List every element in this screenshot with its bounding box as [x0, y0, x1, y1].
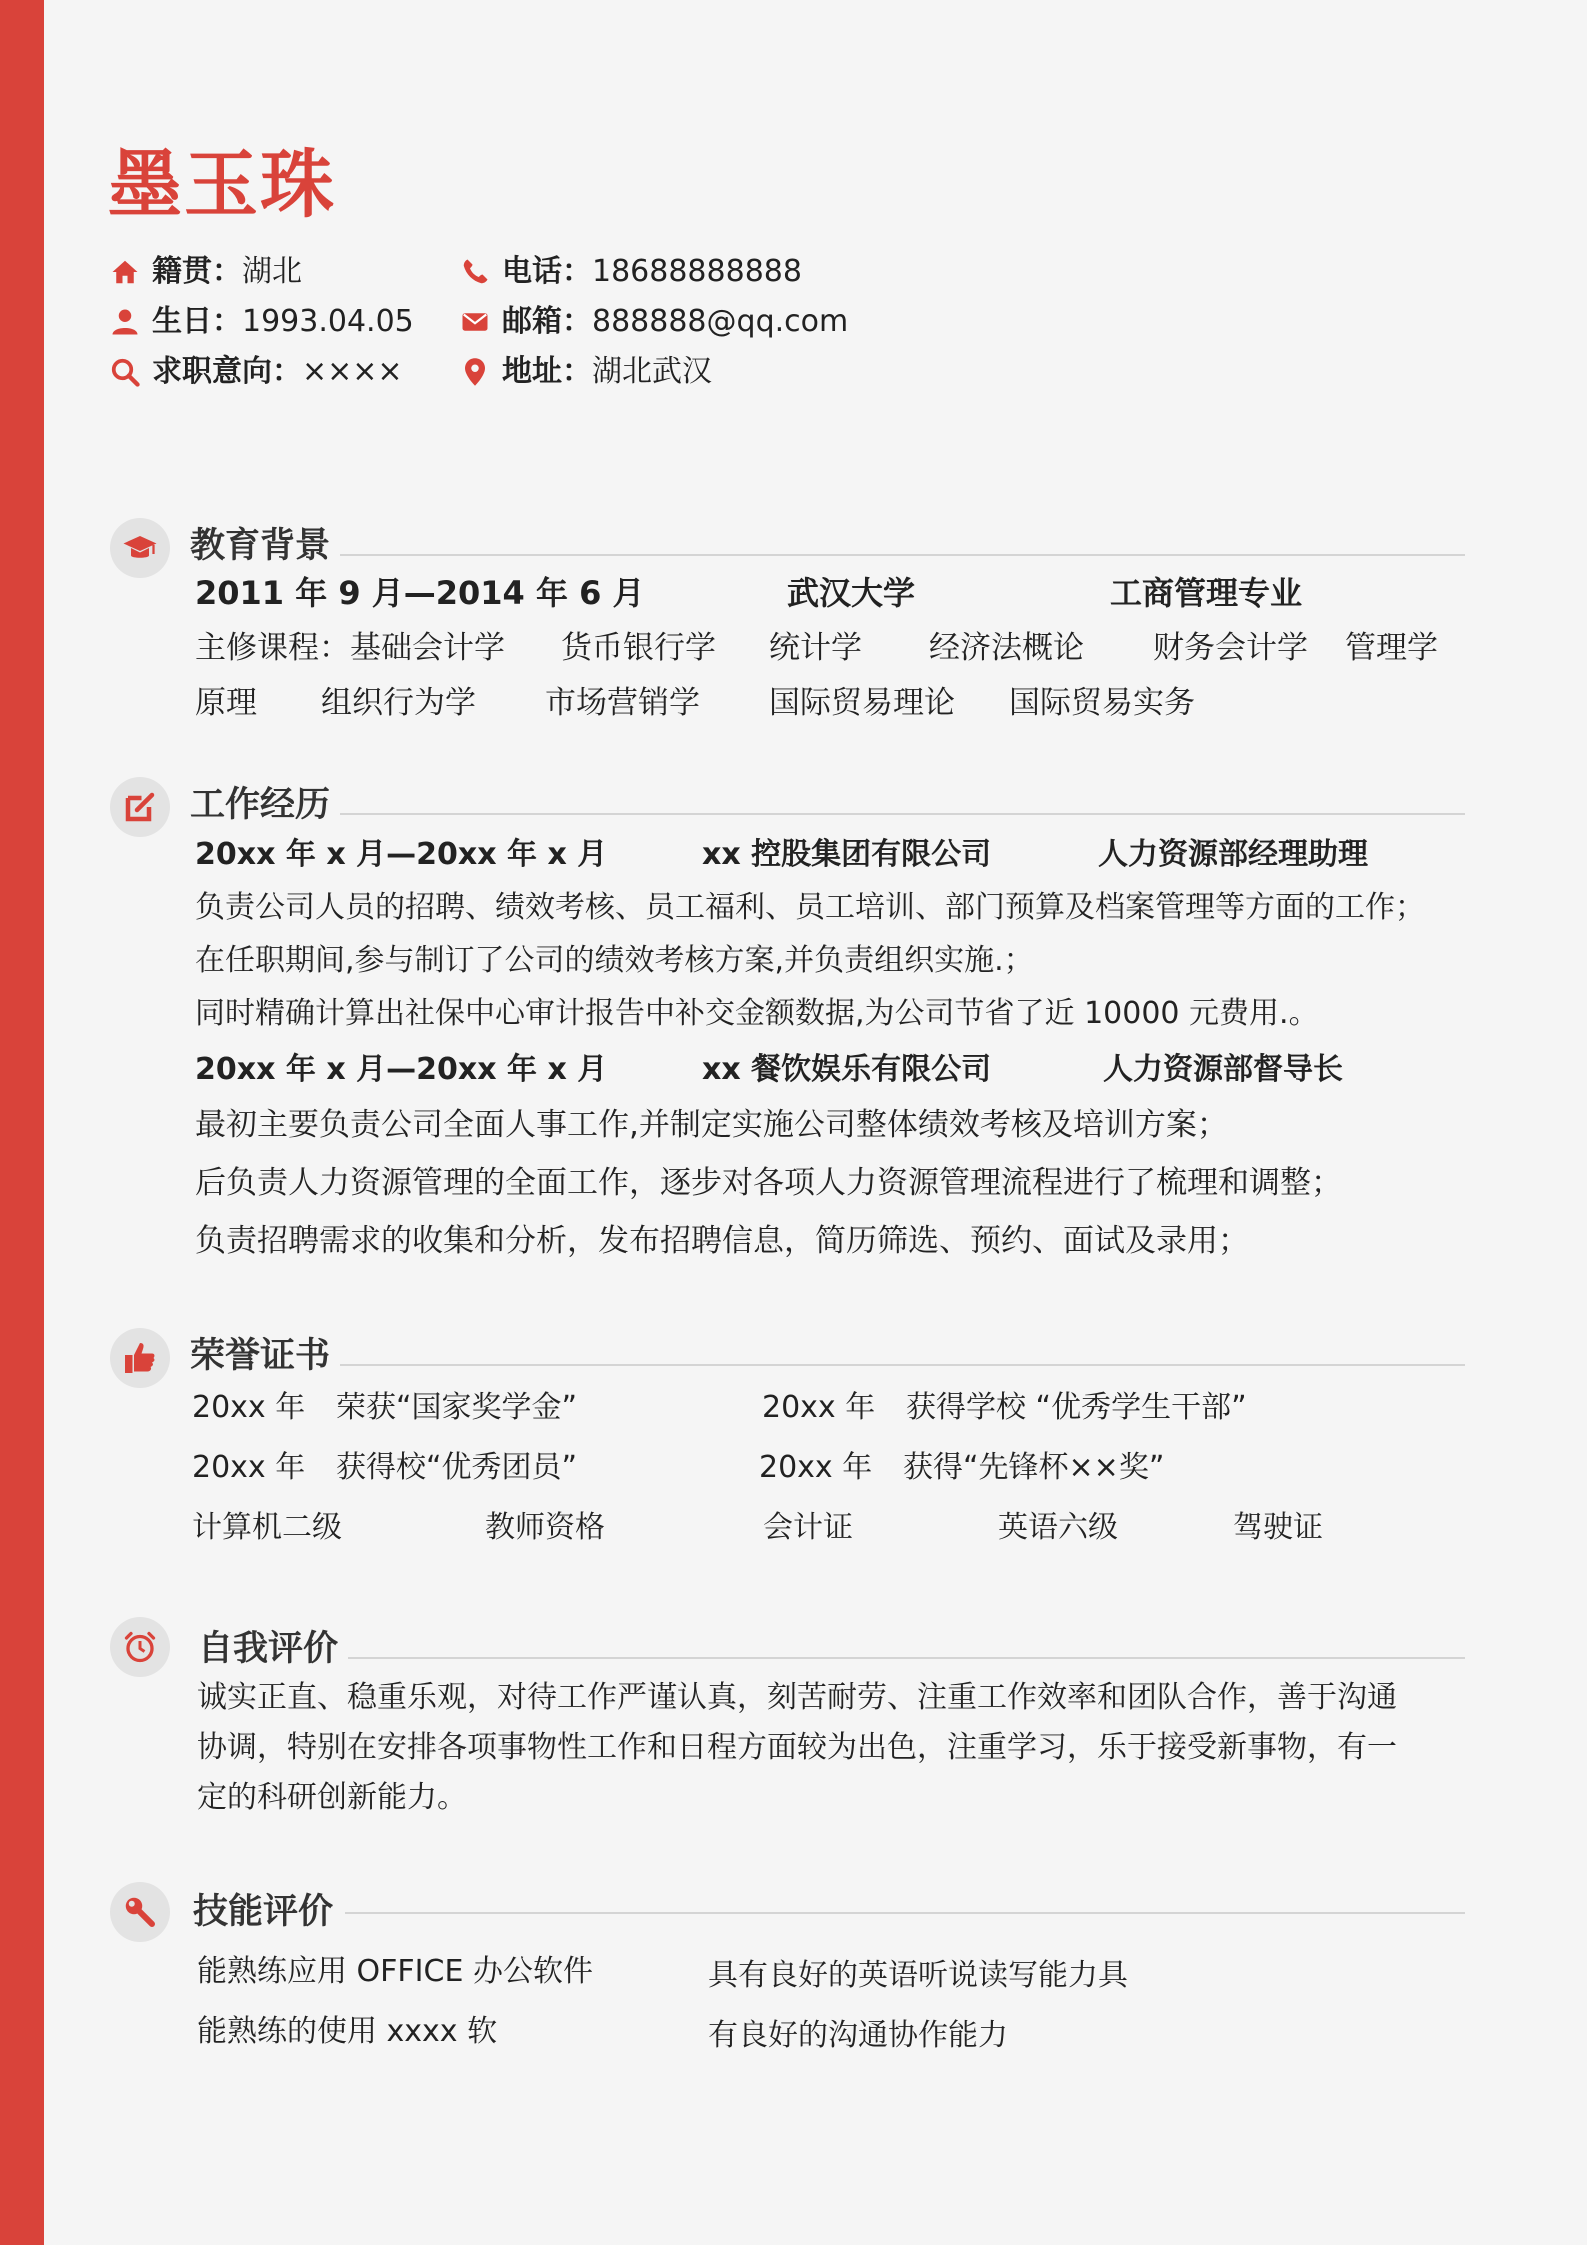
- course-item: 国际贸易实务: [1009, 685, 1195, 721]
- info-objective: [108, 352, 403, 392]
- skill-item: 具有良好的英语听说读写能力具: [708, 1958, 1128, 1993]
- section-divider: [340, 813, 1465, 815]
- skills-title: 技能评价: [193, 1892, 334, 1932]
- course-item: 国际贸易理论: [769, 685, 955, 721]
- skill-item: 有良好的沟通协作能力: [708, 2018, 1008, 2053]
- award-year: 20xx 年: [192, 1450, 306, 1485]
- job-position: 人力资源部经理助理: [1098, 837, 1368, 872]
- course-item: 管理学: [1345, 630, 1438, 666]
- job-position: 人力资源部督导长: [1103, 1052, 1343, 1087]
- skills-section-header: [110, 1882, 1465, 1944]
- certificate-item: 会计证: [763, 1510, 853, 1545]
- job-duty-line: 后负责人力资源管理的全面工作，逐步对各项人力资源管理流程进行了梳理和调整；: [195, 1165, 1342, 1201]
- self-eval-title: 自我评价: [198, 1629, 339, 1669]
- self-eval-line: 协调，特别在安排各项事物性工作和日程方面较为出色，注重学习，乐于接受新事物，有一: [197, 1730, 1397, 1765]
- job-duty-line: 在任职期间,参与制订了公司的绩效考核方案,并负责组织实施.；: [195, 943, 1034, 978]
- course-item: 主修课程：基础会计学: [195, 630, 505, 666]
- certificate-item: 教师资格: [485, 1510, 605, 1545]
- education-section-header: [110, 518, 1465, 580]
- course-item: 组织行为学: [321, 685, 476, 721]
- certificate-item: 计算机二级: [192, 1510, 342, 1545]
- info-phone: [458, 252, 802, 292]
- award-year: 20xx 年: [192, 1390, 306, 1425]
- education-period: 2011 年 9 月—2014 年 6 月: [195, 574, 645, 612]
- left-accent-bar: [0, 0, 44, 2245]
- work-section-header: [110, 777, 1465, 839]
- info-birthday: [108, 302, 414, 342]
- job-duty-line: 最初主要负责公司全面人事工作,并制定实施公司整体绩效考核及培训方案；: [195, 1107, 1228, 1143]
- job-company: xx 餐饮娱乐有限公司: [702, 1052, 992, 1087]
- job-period: 20xx 年 x 月—20xx 年 x 月: [195, 837, 608, 872]
- self-eval-line: 诚实正直、稳重乐观，对待工作严谨认真，刻苦耐劳、注重工作效率和团队合作，善于沟通: [197, 1680, 1397, 1715]
- job-duty-line: 负责招聘需求的收集和分析，发布招聘信息，简历筛选、预约、面试及录用；: [195, 1223, 1249, 1259]
- hometown-value: 湖北: [242, 254, 302, 289]
- skill-item: 能熟练的使用 xxxx 软: [197, 2014, 498, 2049]
- wrench-icon: [110, 1882, 170, 1942]
- graduation-cap-icon: [110, 518, 170, 578]
- award-text: 获得学校 “优秀学生干部”: [906, 1390, 1247, 1425]
- certificate-item: 英语六级: [998, 1510, 1118, 1545]
- certificate-item: 驾驶证: [1233, 1510, 1323, 1545]
- honors-section-header: [110, 1328, 1465, 1390]
- education-school: 武汉大学: [787, 574, 916, 612]
- self-eval-line: 定的科研创新能力。: [197, 1780, 467, 1815]
- location-pin-icon: [458, 355, 492, 389]
- job-duty-line: 负责公司人员的招聘、绩效考核、员工福利、员工培训、部门预算及档案管理等方面的工作；: [195, 890, 1425, 925]
- search-icon: [108, 355, 142, 389]
- job-duty-line: 同时精确计算出社保中心审计报告中补交金额数据,为公司节省了近 10000 元费用.。: [195, 996, 1319, 1031]
- mail-icon: [458, 305, 492, 339]
- honors-title: 荣誉证书: [190, 1336, 331, 1376]
- email-value: 888888@qq.com: [592, 304, 849, 339]
- award-year: 20xx 年: [759, 1450, 873, 1485]
- home-icon: [108, 255, 142, 289]
- thumbs-up-icon: [110, 1328, 170, 1388]
- birthday-value: 1993.04.05: [242, 304, 414, 339]
- course-item: 财务会计学: [1153, 630, 1308, 666]
- course-item: 经济法概论: [929, 630, 1084, 666]
- info-email: [458, 302, 848, 342]
- course-item: 统计学: [769, 630, 862, 666]
- section-divider: [340, 1364, 1465, 1366]
- education-title: 教育背景: [190, 526, 331, 566]
- course-item: 市场营销学: [545, 685, 700, 721]
- course-item: 原理: [195, 685, 257, 721]
- objective-label: 求职意向：: [152, 354, 302, 389]
- phone-icon: [458, 255, 492, 289]
- email-label: 邮箱：: [502, 304, 592, 339]
- candidate-name: 墨玉珠: [108, 142, 336, 228]
- self-eval-section-header: [110, 1617, 1465, 1679]
- objective-value: ××××: [302, 354, 403, 389]
- info-hometown: [108, 252, 302, 292]
- section-divider: [340, 554, 1465, 556]
- work-title: 工作经历: [190, 785, 331, 825]
- award-year: 20xx 年: [762, 1390, 876, 1425]
- birthday-label: 生日：: [152, 304, 242, 339]
- award-text: 荣获“国家奖学金”: [336, 1390, 578, 1425]
- phone-label: 电话：: [502, 254, 592, 289]
- skill-item: 能熟练应用 OFFICE 办公软件: [197, 1954, 593, 1989]
- alarm-clock-icon: [110, 1617, 170, 1677]
- address-value: 湖北武汉: [592, 354, 712, 389]
- section-divider: [348, 1657, 1465, 1659]
- hometown-label: 籍贯：: [152, 254, 242, 289]
- address-label: 地址：: [502, 354, 592, 389]
- course-item: 货币银行学: [561, 630, 716, 666]
- section-divider: [345, 1912, 1465, 1914]
- award-text: 获得校“优秀团员”: [336, 1450, 578, 1485]
- phone-value: 18688888888: [592, 254, 802, 289]
- edit-icon: [110, 777, 170, 837]
- person-icon: [108, 305, 142, 339]
- education-major: 工商管理专业: [1110, 574, 1303, 612]
- award-text: 获得“先锋杯××奖”: [903, 1450, 1165, 1485]
- info-address: [458, 352, 712, 392]
- job-company: xx 控股集团有限公司: [702, 837, 992, 872]
- job-period: 20xx 年 x 月—20xx 年 x 月: [195, 1052, 608, 1087]
